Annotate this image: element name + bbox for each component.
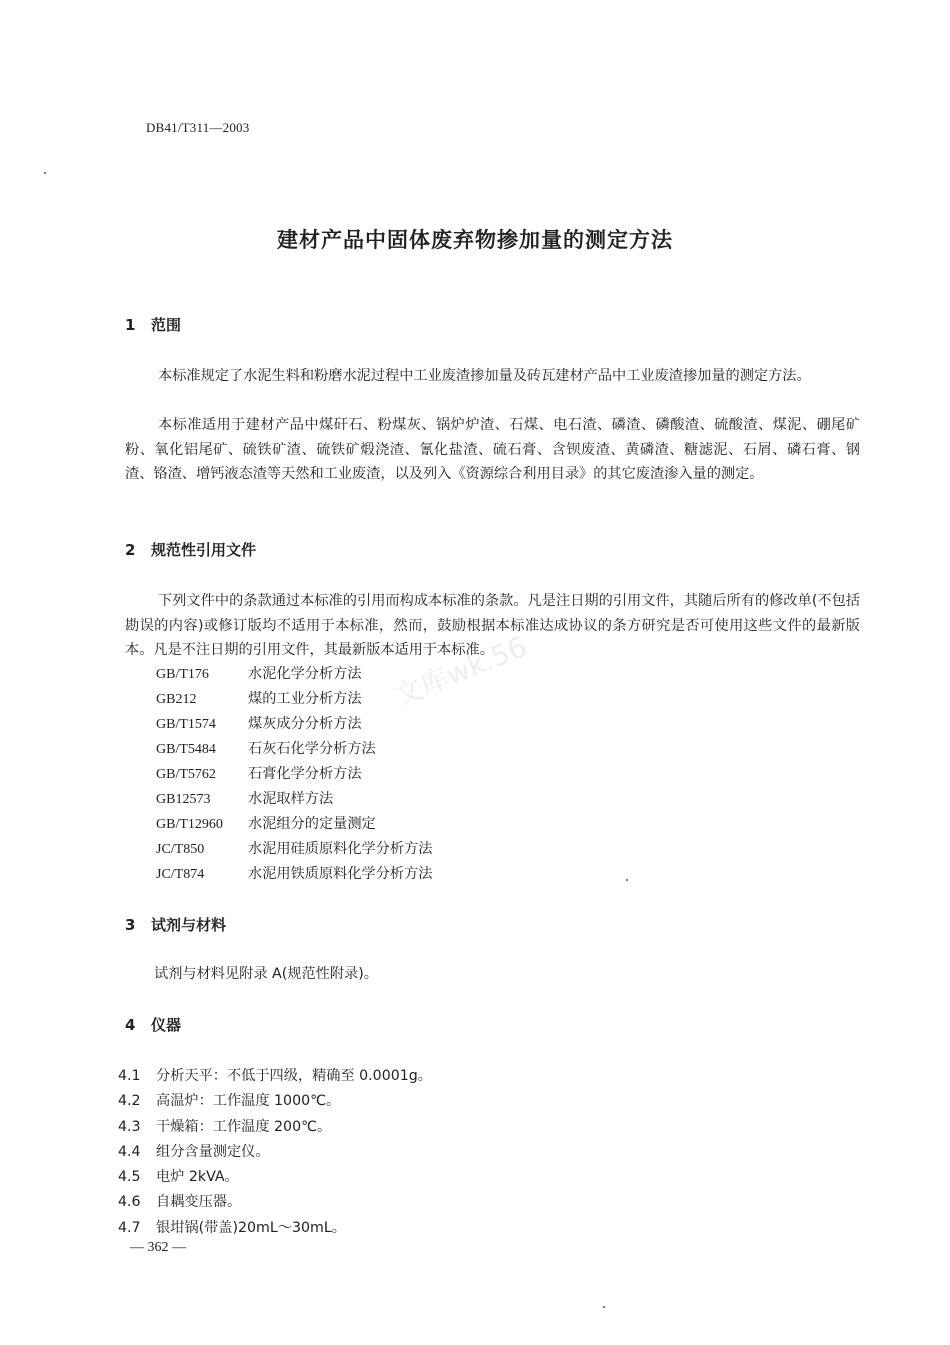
page-number: — 362 — bbox=[130, 1240, 186, 1255]
instrument-item bbox=[118, 1064, 432, 1089]
standard-code: DB41/T311—2003 bbox=[146, 120, 250, 135]
reference-code: GB212 bbox=[156, 692, 197, 707]
section-title: 规范性引用文件 bbox=[151, 541, 257, 559]
section-2-paragraph: 下列文件中的条款通过本标准的引用而构成本标准的条款。凡是注日期的引用文件，其随后所有的修改单(不包括勘误的内容)或修订版均不适用于本标准，然而，鼓励根据本标准达成协议的条方研究是否可使用这些文件的最新版本。凡是不注日期的引用文件，其最新版本适用于本标准。 bbox=[125, 593, 860, 659]
instrument-list bbox=[118, 1064, 432, 1241]
item-text: 自耦变压器。 bbox=[156, 1194, 242, 1211]
reference-name: 石灰石化学分析方法 bbox=[248, 741, 376, 757]
section-2-heading bbox=[125, 539, 256, 560]
reference-row bbox=[156, 862, 432, 887]
item-number: 4.3 bbox=[118, 1118, 141, 1135]
reference-row bbox=[156, 662, 432, 687]
reference-row bbox=[156, 712, 432, 737]
item-number: 4.1 bbox=[118, 1068, 141, 1084]
reference-code: JC/T850 bbox=[156, 842, 205, 857]
scan-speck bbox=[44, 172, 46, 174]
reference-name: 水泥化学分析方法 bbox=[248, 666, 362, 682]
instrument-item bbox=[118, 1140, 432, 1165]
reference-row bbox=[156, 687, 432, 712]
section-number: 1 bbox=[125, 316, 136, 334]
reference-code: GB/T176 bbox=[156, 667, 209, 682]
reference-code: GB/T5762 bbox=[156, 767, 216, 782]
reference-row bbox=[156, 762, 432, 787]
reference-name: 水泥组分的定量测定 bbox=[248, 816, 376, 832]
item-number: 4.5 bbox=[118, 1169, 141, 1186]
section-title: 试剂与材料 bbox=[151, 916, 227, 934]
item-number: 4.4 bbox=[118, 1143, 141, 1160]
item-text: 高温炉：工作温度 1000℃。 bbox=[156, 1093, 341, 1110]
instrument-item bbox=[118, 1216, 432, 1241]
reference-code: GB/T1574 bbox=[156, 717, 216, 732]
reference-name: 水泥用铁质原料化学分析方法 bbox=[248, 866, 433, 882]
item-number: 4.6 bbox=[118, 1194, 141, 1211]
reference-name: 石膏化学分析方法 bbox=[248, 766, 362, 782]
watermark: 文库wk.56 bbox=[389, 629, 532, 713]
item-text: 组分含量测定仪。 bbox=[156, 1143, 270, 1160]
reference-name: 煤灰成分分析方法 bbox=[248, 716, 362, 732]
scan-speck bbox=[626, 879, 628, 881]
reference-name: 水泥取样方法 bbox=[248, 791, 334, 807]
section-number: 2 bbox=[125, 541, 136, 559]
section-3-text: 试剂与材料见附录 A(规范性附录)。 bbox=[154, 966, 378, 982]
reference-row bbox=[156, 837, 432, 862]
section-number: 4 bbox=[125, 1016, 136, 1034]
document-title: 建材产品中固体废弃物掺加量的测定方法 bbox=[277, 228, 673, 252]
reference-list bbox=[156, 662, 432, 887]
reference-row bbox=[156, 787, 432, 812]
reference-name: 水泥用硅质原料化学分析方法 bbox=[248, 841, 433, 857]
section-1-paragraph-1: 本标准规定了水泥生料和粉磨水泥过程中工业废渣掺加量及砖瓦建材产品中工业废渣掺加量的测定方法。 bbox=[158, 368, 811, 384]
instrument-item bbox=[118, 1089, 432, 1114]
item-number: 4.2 bbox=[118, 1093, 141, 1110]
section-1-heading bbox=[125, 314, 181, 335]
reference-row bbox=[156, 812, 432, 837]
instrument-item bbox=[118, 1165, 432, 1190]
section-4-heading bbox=[125, 1014, 181, 1035]
reference-code: GB12573 bbox=[156, 792, 211, 807]
section-1-paragraph-2: 本标准适用于建材产品中煤矸石、粉煤灰、锅炉炉渣、石煤、电石渣、磷渣、磷酸渣、硫酸渣、煤泥、硼尾矿粉、氧化铝尾矿、硫铁矿渣、硫铁矿煅浇渣、氰化盐渣、硫石膏、含钡废渣、黄磷渣、糖滤泥、石屑、磷石膏、钢渣、铬渣、增钙液态渣等天然和工业废渣，以及列入《资源综合利用目录》的其它废渣渗入量的测定。 bbox=[125, 417, 860, 483]
instrument-item bbox=[118, 1190, 432, 1215]
item-text: 分析天平：不低于四级，精确至 0.0001g。 bbox=[156, 1068, 432, 1084]
item-text: 银坩锅(带盖)20mL～30mL。 bbox=[156, 1219, 346, 1236]
reference-name: 煤的工业分析方法 bbox=[248, 691, 362, 707]
section-number: 3 bbox=[125, 916, 136, 934]
section-3-heading bbox=[125, 914, 226, 935]
reference-code: JC/T874 bbox=[156, 867, 205, 882]
reference-code: GB/T12960 bbox=[156, 817, 223, 832]
item-text: 电炉 2kVA。 bbox=[156, 1169, 239, 1186]
item-text: 干燥箱：工作温度 200℃。 bbox=[156, 1118, 332, 1135]
section-title: 仪器 bbox=[151, 1016, 182, 1034]
section-title: 范围 bbox=[151, 316, 182, 334]
item-number: 4.7 bbox=[118, 1219, 141, 1236]
instrument-item bbox=[118, 1115, 432, 1140]
reference-code: GB/T5484 bbox=[156, 742, 216, 757]
reference-row bbox=[156, 737, 432, 762]
scan-speck bbox=[603, 1306, 605, 1308]
